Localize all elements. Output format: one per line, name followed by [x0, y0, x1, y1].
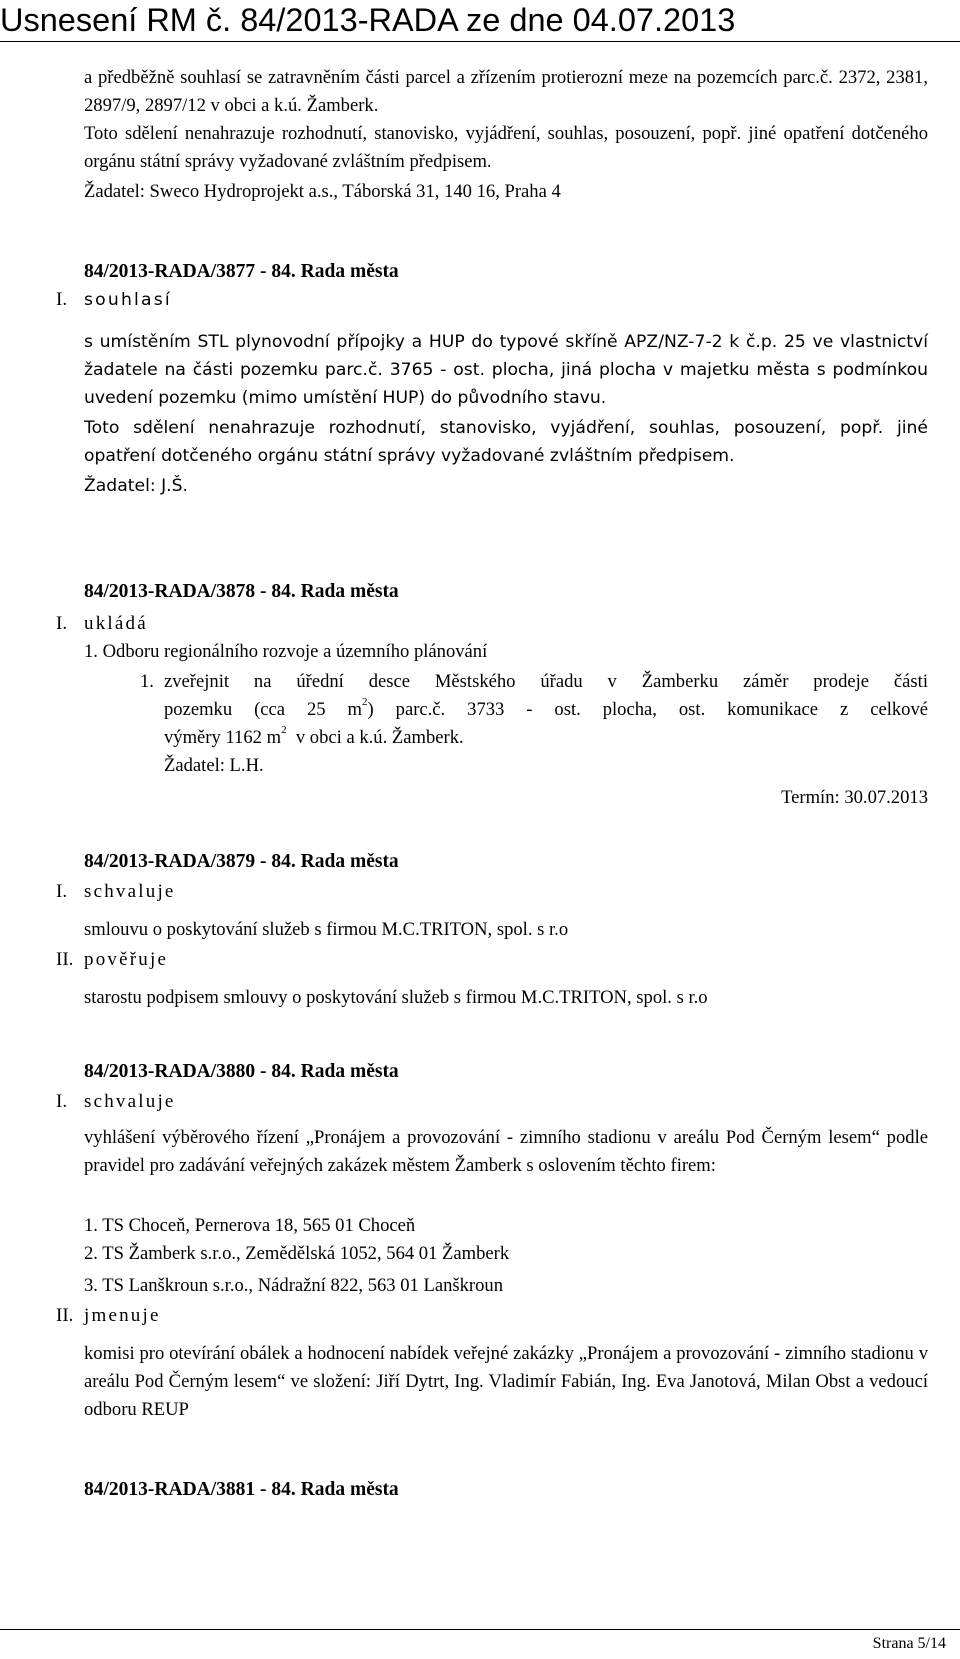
disclaimer-paragraph: Toto sdělení nenahrazuje rozhodnutí, stanovisko, vyjádření, souhlas, posouzení, popř. jiné opatření dotčeného orgánu státní správy vyžadované zvláštním předpisem. — [84, 123, 928, 172]
resolution-title-3881: 84/2013-RADA/3881 - 84. Rada města — [84, 1479, 399, 1500]
verb-number: II. — [56, 949, 74, 970]
resolution-title-3877: 84/2013-RADA/3877 - 84. Rada města — [84, 261, 399, 282]
verb-label: souhlasí — [84, 290, 172, 310]
consent-paragraph: s umístěním STL plynovodní přípojky a HUP do typové skříně APZ/NZ-7-2 k č.p. 25 ve vlastnictví žadatele na části pozemku parc.č. 3765 - ost. plocha, jiná plocha v majetku města s podmínkou uvedení pozemku (mimo umístění HUP) do původního stavu. — [84, 332, 928, 408]
intro-section — [84, 64, 928, 206]
verb-number: I. — [56, 613, 68, 634]
verb-label: schvaluje — [84, 1091, 176, 1112]
task-number: 1. — [140, 671, 154, 692]
department-line: 1. Odboru regionálního rozvoje a územního plánování — [84, 641, 488, 662]
document-header-title: Usnesení RM č. 84/2013-RADA ze dne 04.07.2013 — [0, 2, 736, 38]
resolution-title-3880: 84/2013-RADA/3880 - 84. Rada města — [84, 1061, 399, 1082]
deadline-label: Termín: 30.07.2013 — [781, 787, 928, 808]
signing-authorization-text: starostu podpisem smlouvy o poskytování služeb s firmou M.C.TRITON, spol. s r.o — [84, 987, 708, 1008]
resolution-verb-3880-appoint — [56, 1302, 161, 1330]
header-divider — [0, 41, 960, 42]
intro-paragraph: a předběžně souhlasí se zatravněním části parcel a zřízením protierozní meze na pozemcích parc.č. 2372, 2381, 2897/9, 2897/12 v obci a k.ú. Žamberk. — [84, 67, 928, 116]
applicant-line: Žadatel: Sweco Hydroprojekt a.s., Táborská 31, 140 16, Praha 4 — [84, 181, 561, 202]
resolution-verb-3878 — [56, 610, 148, 638]
verb-label: pověřuje — [84, 949, 169, 970]
firm-list-item-1: 1. TS Choceň, Pernerova 18, 565 01 Choceň — [84, 1215, 416, 1236]
verb-number: I. — [56, 1091, 68, 1112]
resolution-body-3877 — [84, 328, 928, 500]
resolution-title-3878: 84/2013-RADA/3878 - 84. Rada města — [84, 581, 399, 602]
verb-number: II. — [56, 1305, 74, 1326]
applicant-line: Žadatel: L.H. — [164, 755, 264, 776]
resolution-verb-3879-authorize — [56, 946, 168, 974]
firm-list-item-2: 2. TS Žamberk s.r.o., Zemědělská 1052, 564 01 Žamberk — [84, 1243, 510, 1264]
applicant-line: Žadatel: J.Š. — [84, 476, 188, 496]
task-line-1: zveřejnit na úřední desce Městského úřadu v Žamberku záměr prodeje části — [164, 671, 928, 692]
task-line-2: pozemku (cca 25 $m^2$) parc.č. 3733 - ost. plocha, ost. komunikace z celkové — [164, 695, 929, 720]
page-number: Strana 5/14 — [872, 1635, 946, 1652]
tender-announcement: vyhlášení výběrového řízení „Pronájem a provozování - zimního stadionu v areálu Pod Černým lesem“ podle pravidel pro zadávání veřejných zakázek městem Žamberk s oslovením těchto firem: — [84, 1127, 928, 1176]
resolution-verb-3880-approve — [56, 1088, 176, 1116]
contract-approval-text: smlouvu o poskytování služeb s firmou M.C.TRITON, spol. s r.o — [84, 919, 569, 940]
verb-label: jmenuje — [84, 1305, 161, 1326]
firm-list-item-3: 3. TS Lanškroun s.r.o., Nádražní 822, 563 01 Lanškroun — [84, 1275, 503, 1296]
resolution-verb-3877 — [56, 286, 172, 314]
verb-number: I. — [56, 881, 68, 902]
commission-appointment: komisi pro otevírání obálek a hodnocení nabídek veřejné zakázky „Pronájem a provozování - zimního stadionu v areálu Pod Černým lesem“ ve složení: Jiří Dytrt, Ing. Vladimír Fabián, Ing. Eva Janotová, Milan Obst a vedoucí odboru REUP — [84, 1343, 928, 1420]
verb-label: schvaluje — [84, 881, 176, 902]
verb-label: ukládá — [84, 613, 148, 634]
footer-divider — [0, 1629, 960, 1630]
resolution-verb-3879-approve — [56, 878, 176, 906]
resolution-title-3879: 84/2013-RADA/3879 - 84. Rada města — [84, 851, 399, 872]
verb-number: I. — [56, 289, 68, 310]
disclaimer-paragraph: Toto sdělení nenahrazuje rozhodnutí, stanovisko, vyjádření, souhlas, posouzení, popř. jiné opatření dotčeného orgánu státní správy vyžadované zvláštním předpisem. — [84, 418, 928, 466]
task-line-3: výměry 1162 $m^2$ v obci a k.ú. Žamberk. — [164, 723, 464, 748]
